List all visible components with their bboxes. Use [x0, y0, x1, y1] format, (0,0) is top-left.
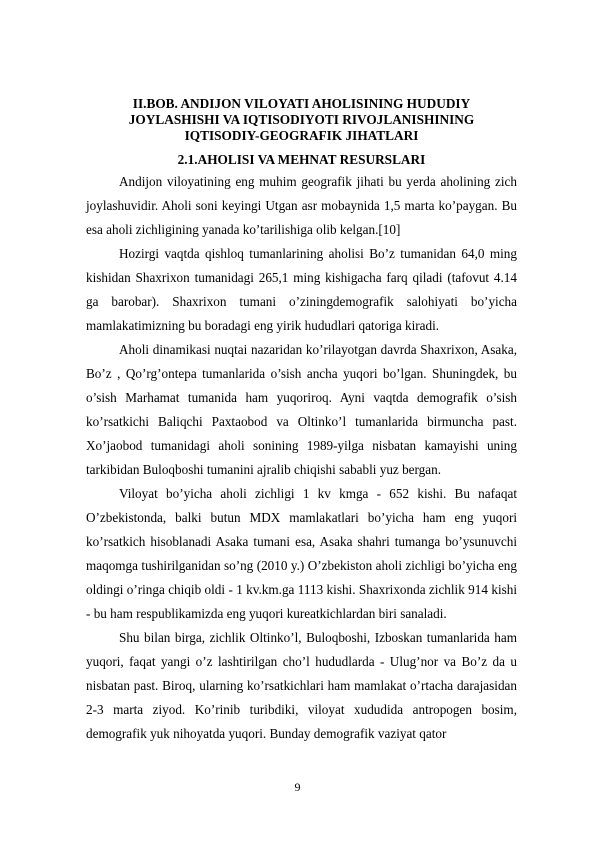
paragraph: Andijon viloyatining eng muhim geografik jihati bu yerda aholining zich joylashuvidir. Aholi soni keyingi Utgan asr mobaynida 1,5 marta ko’paygan. Bu esa aholi zichligining yanada ko’tarilishiga olib kelgan.[10] — [86, 174, 517, 237]
paragraph: Shu bilan birga, zichlik Oltinko’l, Buloqboshi, Izboskan tumanlarida ham yuqori, faqat yangi o’z lashtirilgan cho’l hududlarda - Ulug’nor va Bo’z da u nisbatan past. Biroq, ularning ko’rsatkichlari ham mamlakat o’rtacha darajasidan 2-3 marta ziyod. Ko’rinib turibdiki, viloyat xududida antropogen bosim, demografik yuk nihoyatda yuqori. Bunday demografik vaziyat qator — [86, 630, 517, 741]
document-page — [86, 96, 517, 746]
section-title: 2.1.AHOLISI VA MEHNAT RESURSLARI — [177, 152, 426, 167]
paragraph: Viloyat bo’yicha aholi zichligi 1 kv kmga - 652 kishi. Bu nafaqat O’zbekistonda, balki butun MDX mamlakatlari bo’yicha ham eng yuqori ko’rsatkich hisoblanadi Asaka tumani esa, Asaka shahri tumanga bo’ysunuvchi maqomga tushirilganidan so’ng (2010 y.) O’zbekiston aholi zichligi bo’yicha eng oldingi o’ringa chiqib oldi - 1 kv.km.ga 1113 kishi. Shaxrixonda zichlik 914 kishi - bu ham respublikamizda eng yuqori kureatkichlardan biri sanaladi. — [86, 486, 517, 621]
paragraph: Hozirgi vaqtda qishloq tumanlarining aholisi Bo’z tumanidan 64,0 ming kishidan Shaxrixon tumanidagi 265,1 ming kishigacha farq qiladi (tafovut 4.14 ga barobar). Shaxrixon tumani o’ziningdemografik salohiyati bo’yicha mamlakatimizning bu boradagi eng yirik hududlari qatoriga kiradi. — [86, 246, 517, 333]
chapter-title: II.BOB. ANDIJON VILOYATI AHOLISINING HUDUDIY JOYLASHISHI VA IQTISODIYOTI RIVOJLANISHINING IQTISODIY-GEOGRAFIK JIHATLARI — [128, 96, 475, 143]
page-number: 9 — [294, 780, 301, 794]
paragraph: Aholi dinamikasi nuqtai nazaridan ko’rilayotgan davrda Shaxrixon, Asaka, Bo’z , Qo’rg’ontepa tumanlarida o’sish ancha yuqori bo’lgan. Shuningdek, bu o’sish Marhamat tumanida ham yuqoriroq. Ayni vaqtda demografik o’sish ko’rsatkichi Baliqchi Paxtaobod va Oltinko’l tumanlarida birmuncha past. Xo’jaobod tumanidagi aholi sonining 1989-yilga nisbatan kamayishi uning tarkibidan Buloqboshi tumanini ajralib chiqishi sababli yuz bergan. — [86, 342, 517, 477]
